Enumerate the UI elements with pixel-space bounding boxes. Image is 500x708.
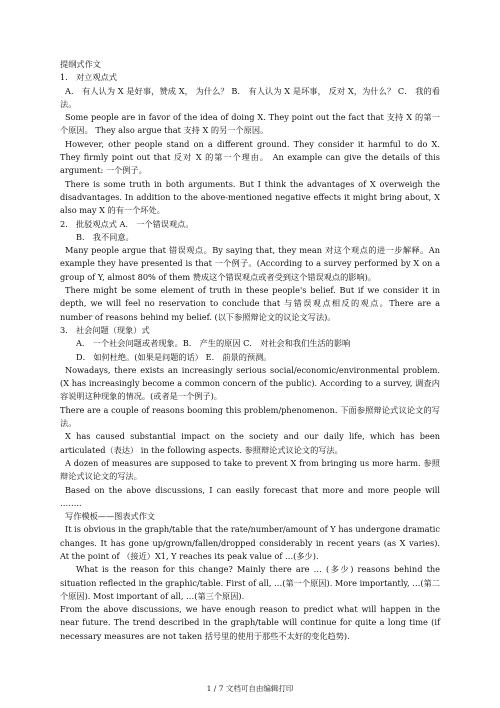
paragraph: There is some truth in both arguments. But I think the advantages of X overweigh the disadvantages. In addition to the above-mentioned negative effects it might bring about, X also may X 的有一个坏处。 xyxy=(60,178,440,216)
document-body xyxy=(60,58,440,643)
outline-3b: D． 如何杜绝。(如果是问题的话） E． 前景的预测。 xyxy=(76,351,272,362)
paragraph: Based on the above discussions, I can easily forecast that more and more people will …….. xyxy=(60,484,440,508)
paragraph: Many people argue that 错误观点。By saying that, they mean 对这个观点的进一步解释。An example they have presented is that 一个例子。(According to a survey performed by X on a group of Y, almost 80% of them 赞成这个错误观点或者受到这个错误观点的影响)。 xyxy=(60,245,440,282)
paragraph: Nowadays, there exists an increasingly serious social/economic/environmental problem. (X has increasingly become a common concern of the public). According to a survey, 调查内容说明这种现象的情况。(或者是一个例子)。 xyxy=(60,364,440,402)
section-heading-2: 2． 批驳观点式 A． 一个错误观点。 xyxy=(60,218,194,229)
paragraph: However, other people stand on a different ground. They consider it harmful to do X. They firmly point out that 反对 X 的第一个理由。 An example can give the details of this argument: 一个例子。 xyxy=(60,138,440,176)
outline-3a: A． 一个社会问题或者现象。B． 产生的原因 C． 对社会和我们生活的影响 xyxy=(76,338,351,349)
paragraph: X has caused substantial impact on the society and our daily life, which has been articulated（表达） in the following aspects. 参照辩论式议论文的写法。 xyxy=(60,431,440,455)
section-heading-template: 写作模板——图表式作文 xyxy=(65,511,156,522)
paragraph: It is obvious in the graph/table that the rate/number/amount of Y has undergone dramatic changes. It has gone up/grown/fallen/dropped considerably in recent years (as X varies). At the point of （接近）X1, Y reaches its peak value of …(多少). xyxy=(60,524,440,561)
paragraph: There might be some element of truth in these people's belief. But if we consider it in depth, we will feel no reservation to conclude that 与错误观点相反的观点。There are a number of reasons behind my belief. (以下参照辩论文的议论文写法)。 xyxy=(60,285,440,322)
outline-2: B． 我不同意。 xyxy=(76,231,134,242)
paragraph: There are a couple of reasons booming this problem/phenomenon. 下面参照辩论式议论文的写法。 xyxy=(60,404,440,429)
paragraph: Some people are in favor of the idea of doing X. They point out the fact that 支持 X 的第一个原因。 They also argue that 支持 X 的另一个原因。 xyxy=(60,112,440,136)
section-heading-3: 3． 社会问题（现象）式 xyxy=(60,324,150,335)
paragraph: From the above discussions, we have enough reason to predict what will happen in the near future. The trend described in the graph/table will continue for quite a long time (if necessary measures are not taken 括号里的使用于那些不太好的变化趋势). xyxy=(60,604,440,641)
paragraph: A dozen of measures are supposed to take to prevent X from bringing us more harm. 参照辩论式议论文的写法。 xyxy=(60,457,440,482)
page-footer: 1 / 7 文档可自由编辑打印 xyxy=(206,684,294,693)
section-heading-1: 1． 对立观点式 xyxy=(60,72,117,83)
paragraph: What is the reason for this change? Mainly there are … (多少) reasons behind the situation reflected in the graphic/table. First of all, …(第一个原因). More importantly, …(第二个原因). Most important of all, …(第三个原因). xyxy=(60,564,440,601)
outline-1: A． 有人认为 X 是好事，赞成 X， 为什么？ B． 有人认为 X 是坏事， 反对 X，为什么？ C． 我的看法。 xyxy=(60,85,440,109)
doc-title: 提纲式作文 xyxy=(60,59,101,69)
